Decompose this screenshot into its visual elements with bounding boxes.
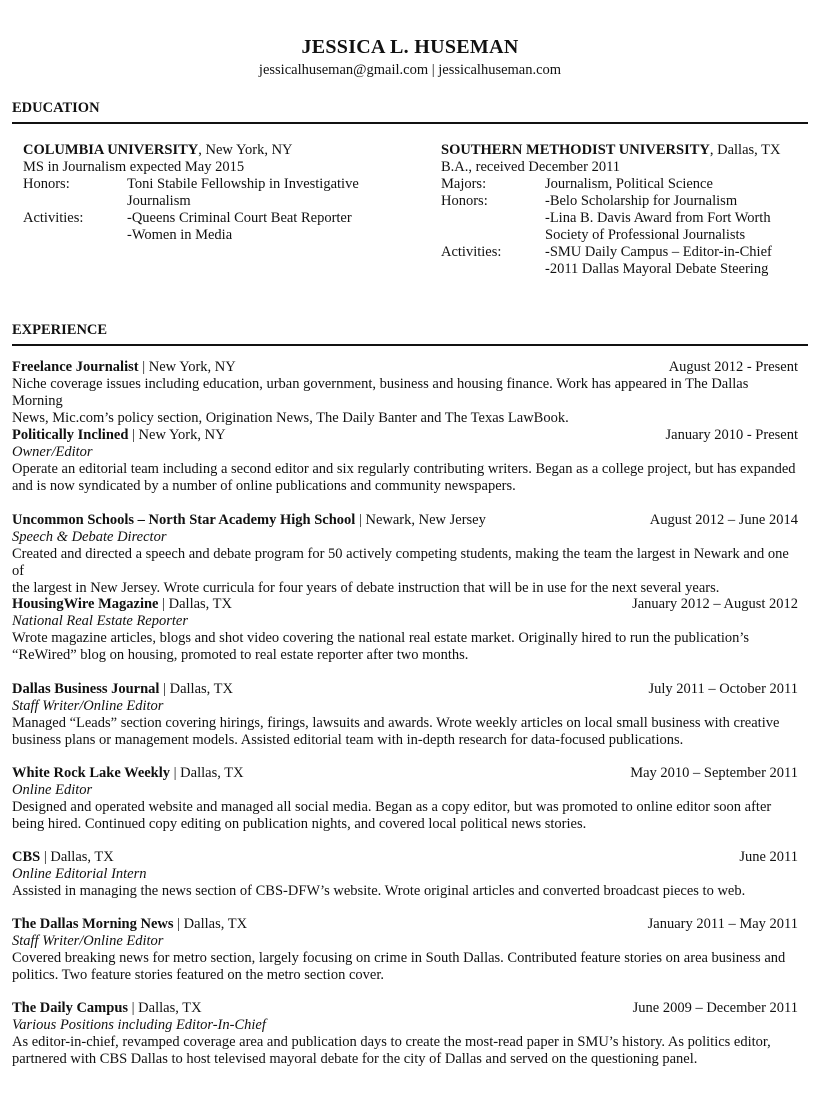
row-label: Honors: bbox=[23, 176, 70, 192]
education-smu bbox=[441, 142, 811, 278]
description-line: the largest in New Jersey. Wrote curricula for four years of debate instruction that will be in use for the next several years. bbox=[12, 580, 720, 596]
education-columbia bbox=[23, 142, 403, 244]
job-entry bbox=[12, 681, 798, 749]
job-description bbox=[12, 376, 798, 427]
school-title bbox=[441, 142, 811, 159]
description-line: Created and directed a speech and debate program for 50 actively competing students, making the team the largest in Newark and one of bbox=[12, 546, 789, 579]
job-description bbox=[12, 950, 798, 984]
row-value: Journalism bbox=[127, 193, 191, 209]
job-entry bbox=[12, 916, 798, 984]
job-dates: June 2009 – December 2011 bbox=[632, 1000, 798, 1016]
school-degree: B.A., received December 2011 bbox=[441, 159, 621, 175]
school-title bbox=[23, 142, 403, 159]
description-line: Assisted in managing the news section of CBS-DFW’s website. Wrote original articles and converted broadcast pieces to web. bbox=[12, 883, 746, 899]
description-line: News, Mic.com’s policy section, Origination News, The Daily Banter and The Texas LawBook. bbox=[12, 410, 569, 426]
job-entry bbox=[12, 849, 798, 900]
school-location: , Dallas, TX bbox=[709, 142, 781, 158]
honors-row bbox=[23, 176, 403, 210]
row-label: Majors: bbox=[441, 176, 487, 192]
job-organization: White Rock Lake Weekly bbox=[12, 765, 171, 781]
job-organization: Freelance Journalist bbox=[12, 359, 139, 375]
job-dates: January 2012 – August 2012 bbox=[632, 596, 798, 612]
description-line: politics. Two feature stories featured on the metro section cover. bbox=[12, 967, 384, 983]
description-line: As editor-in-chief, revamped coverage area and publication days to create the most-read paper in SMU’s history. As politics editor, bbox=[12, 1034, 771, 1050]
activities-row bbox=[441, 244, 811, 278]
job-dates: May 2010 – September 2011 bbox=[630, 765, 798, 781]
description-line: Covered breaking news for metro section, largely focusing on crime in South Dallas. Contributed feature stories on area business and bbox=[12, 950, 786, 966]
job-organization: Politically Inclined bbox=[12, 427, 129, 443]
job-location: | Newark, New Jersey bbox=[355, 512, 486, 528]
description-line: being hired. Continued copy editing on publication nights, and covered local political news stories. bbox=[12, 816, 587, 832]
job-location: | Dallas, TX bbox=[173, 916, 248, 932]
job-role: National Real Estate Reporter bbox=[12, 613, 188, 629]
row-value: -2011 Dallas Mayoral Debate Steering bbox=[545, 261, 769, 277]
row-value: Society of Professional Journalists bbox=[545, 227, 746, 243]
job-location: | Dallas, TX bbox=[40, 849, 114, 865]
job-location: | Dallas, TX bbox=[159, 681, 233, 697]
job-organization: The Dallas Morning News bbox=[12, 916, 174, 932]
job-dates: July 2011 – October 2011 bbox=[648, 681, 798, 697]
description-line: Wrote magazine articles, blogs and shot video covering the national real estate market. Originally hired to run the publication’s bbox=[12, 630, 750, 646]
job-role: Staff Writer/Online Editor bbox=[12, 698, 164, 714]
education-heading: EDUCATION bbox=[12, 100, 808, 124]
job-role: Owner/Editor bbox=[12, 444, 93, 460]
row-value: -Queens Criminal Court Beat Reporter bbox=[127, 210, 352, 226]
job-description bbox=[12, 799, 798, 833]
job-organization: Uncommon Schools – North Star Academy High School bbox=[12, 512, 356, 528]
job-location: | Dallas, TX bbox=[158, 596, 232, 612]
job-dates: August 2012 - Present bbox=[668, 359, 798, 375]
row-value: -Women in Media bbox=[127, 227, 233, 243]
row-value: -SMU Daily Campus – Editor-in-Chief bbox=[545, 244, 772, 260]
job-description bbox=[12, 883, 798, 900]
row-label: Activities: bbox=[23, 210, 84, 226]
row-value: Toni Stabile Fellowship in Investigative bbox=[127, 176, 359, 192]
row-value: -Lina B. Davis Award from Fort Worth bbox=[545, 210, 771, 226]
job-dates: August 2012 – June 2014 bbox=[649, 512, 798, 528]
job-entry bbox=[12, 596, 798, 664]
school-location: , New York, NY bbox=[198, 142, 293, 158]
school-name: COLUMBIA UNIVERSITY bbox=[23, 142, 199, 158]
job-description bbox=[12, 1034, 798, 1068]
honors-row bbox=[441, 193, 811, 244]
job-organization: HousingWire Magazine bbox=[12, 596, 159, 612]
job-organization: The Daily Campus bbox=[12, 1000, 129, 1016]
job-role: Staff Writer/Online Editor bbox=[12, 933, 164, 949]
row-label: Honors: bbox=[441, 193, 488, 209]
job-dates: June 2011 bbox=[739, 849, 798, 865]
job-location: | Dallas, TX bbox=[128, 1000, 202, 1016]
description-line: partnered with CBS Dallas to host televised mayoral debate for the city of Dallas and served on the questioning panel. bbox=[12, 1051, 698, 1067]
job-entry bbox=[12, 765, 798, 833]
contact-line: jessicalhuseman@gmail.com | jessicalhuseman.com bbox=[258, 62, 562, 78]
experience-heading: EXPERIENCE bbox=[12, 322, 808, 346]
job-entry bbox=[12, 359, 798, 427]
job-role: Online Editorial Intern bbox=[12, 866, 147, 882]
job-entry bbox=[12, 512, 798, 597]
job-role: Online Editor bbox=[12, 782, 93, 798]
job-organization: CBS bbox=[12, 849, 41, 865]
activities-row bbox=[23, 210, 403, 244]
job-description bbox=[12, 546, 798, 597]
description-line: and is now syndicated by a number of online publications and community newspapers. bbox=[12, 478, 516, 494]
row-value: Journalism, Political Science bbox=[545, 176, 713, 192]
row-value: -Belo Scholarship for Journalism bbox=[545, 193, 738, 209]
description-line: Designed and operated website and managed all social media. Began as a copy editor, but was promoted to online editor soon after bbox=[12, 799, 772, 815]
description-line: “ReWired” blog on housing, promoted to real estate reporter after two months. bbox=[12, 647, 469, 663]
job-organization: Dallas Business Journal bbox=[12, 681, 160, 697]
job-description bbox=[12, 461, 798, 495]
job-location: | New York, NY bbox=[128, 427, 226, 443]
job-entry bbox=[12, 1000, 798, 1068]
job-entry bbox=[12, 427, 798, 495]
school-degree: MS in Journalism expected May 2015 bbox=[23, 159, 245, 175]
job-location: | New York, NY bbox=[138, 359, 236, 375]
description-line: Operate an editorial team including a second editor and six regularly contributing writers. Began as a college project, but has expanded bbox=[12, 461, 796, 477]
row-label: Activities: bbox=[441, 244, 502, 260]
job-dates: January 2011 – May 2011 bbox=[647, 916, 798, 932]
job-location: | Dallas, TX bbox=[170, 765, 244, 781]
description-line: Managed “Leads” section covering hirings, firings, lawsuits and awards. Wrote weekly articles on local small business with creative bbox=[12, 715, 780, 731]
job-dates: January 2010 - Present bbox=[665, 427, 798, 443]
job-description bbox=[12, 630, 798, 664]
job-role: Various Positions including Editor-In-Chief bbox=[12, 1017, 266, 1033]
job-description bbox=[12, 715, 798, 749]
candidate-name: JESSICA L. HUSEMAN bbox=[301, 36, 519, 58]
majors-row bbox=[441, 176, 811, 193]
job-role: Speech & Debate Director bbox=[12, 529, 167, 545]
school-name: SOUTHERN METHODIST UNIVERSITY bbox=[441, 142, 710, 158]
description-line: business plans or management models. Assisted editorial team with in-depth research for data-focused publications. bbox=[12, 732, 684, 748]
description-line: Niche coverage issues including education, urban government, business and housing finance. Work has appeared in The Dallas Morning bbox=[12, 376, 749, 409]
